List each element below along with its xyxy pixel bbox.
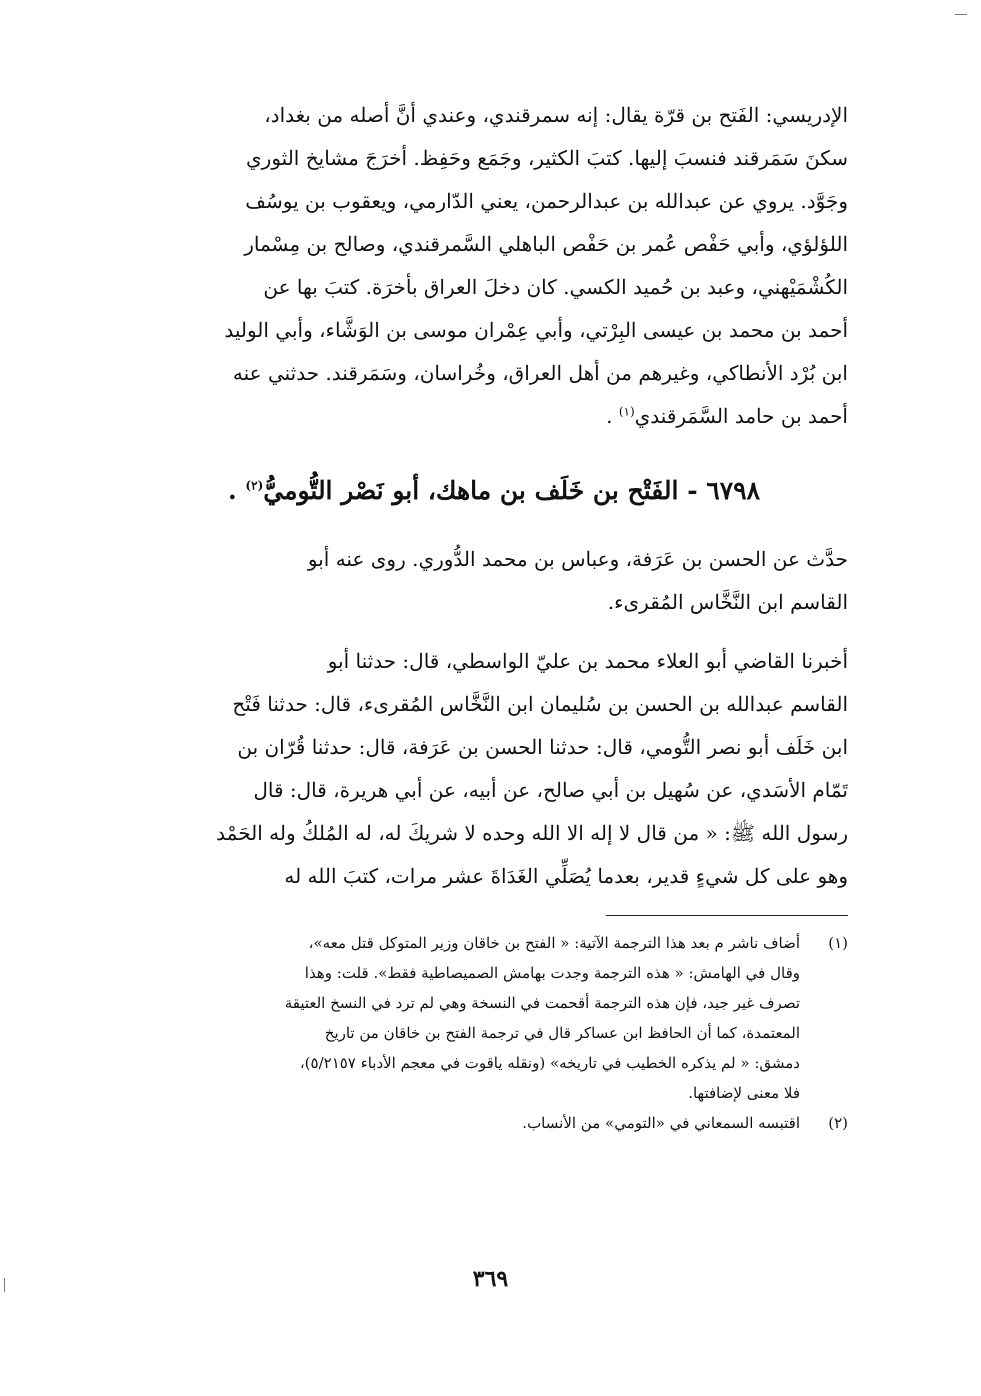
text-line: الكُشْمَيْهني، وعبد بن حُميد الكسي. كان دخلَ العراق بأخرَة. كتبَ بها عن — [263, 275, 848, 299]
footnote-text: تصرف غير جيد، فإن هذه الترجمة أقحمت في النسخة وهي لم ترد في النسخ العتيقة — [284, 994, 800, 1012]
footnote-marker[interactable]: (٢) — [245, 478, 264, 493]
text-line: أحمد بن حامد السَّمَرقندي$^{(١)}$ . — [606, 404, 848, 428]
text-line: اللؤلؤي، وأبي حَفْص عُمر بن حَفْص الباهلي السَّمرقندي، وصالح بن مِسْمار — [244, 232, 848, 256]
text-line: ابن خَلَف أبو نصر التُّومي، قال: حدثنا الحسن بن عَرَفة، قال: حدثنا قُرّان بن — [237, 735, 848, 759]
paragraph-biography-continued — [140, 94, 848, 438]
entry-heading: ٦٧٩٨ - الفَتْح بن خَلَف بن ماهك، أبو نَصْر التُّوميُّ$^{(٢)}$ . — [228, 476, 760, 505]
text-line: تَمّام الأسَدي، عن سُهيل بن أبي صالح، عن أبيه، عن أبي هريرة، قال: قال — [253, 778, 848, 802]
page-number: ٣٦٩ — [472, 1266, 509, 1292]
text-line: أحمد بن محمد بن عيسى البِرْتي، وأبي عِمْران موسى بن الوَشَّاء، وأبي الوليد — [224, 318, 848, 342]
footnote-text: دمشق: « لم يذكره الخطيب في تاريخه» (ونقله ياقوت في معجم الأدباء ٥/٢١٥٧)، — [299, 1054, 800, 1072]
footnote-divider — [606, 915, 848, 916]
entry-heading-text: ٦٧٩٨ - الفَتْح بن خَلَف بن ماهك، أبو نَصْر التُّوميُّ — [263, 476, 760, 505]
text-line: الإدريسي: الفَتح بن قرّة يقال: إنه سمرقندي، وعندي أنَّ أصله من بغداد، — [264, 103, 848, 127]
footnote-text: فلا معنى لإضافتها. — [688, 1084, 800, 1102]
text-line: القاسم عبدالله بن الحسن بن سُليمان ابن النَّخَّاس المُقرىء، قال: حدثنا فَتْح — [232, 692, 848, 716]
text-line: القاسم ابن النَّخَّاس المُقرىء. — [607, 590, 848, 614]
text-line: وجَوَّد. يروي عن عبدالله بن عبدالرحمن، يعني الدّارمي، ويعقوب بن يوسُف — [245, 189, 848, 213]
text-line: وهو على كل شيءٍ قدير، بعدما يُصَلِّي الغَدَاةَ عشر مرات، كتبَ الله له — [284, 864, 848, 888]
footnote-number: (١) — [828, 934, 848, 952]
scan-edge-mark — [955, 14, 967, 15]
footnote-text: أضاف ناشر م بعد هذا الترجمة الآتية: « الفتح بن خاقان وزير المتوكل قتل معه»، — [308, 934, 800, 952]
text-line: حدَّث عن الحسن بن عَرَفة، وعباس بن محمد الدُّوري. روى عنه أبو — [307, 547, 848, 571]
footnote-text: وقال في الهامش: « هذه الترجمة وجدت بهامش الصميصاطية فقط». قلت: وهذا — [304, 964, 800, 982]
footnotes — [140, 928, 848, 1138]
text-line: أخبرنا القاضي أبو العلاء محمد بن عليّ الواسطي، قال: حدثنا أبو — [327, 649, 848, 673]
paragraph-hadith-chain — [140, 640, 848, 898]
text-line: سكنَ سَمَرقند فنسبَ إليها. كتبَ الكثير، وجَمَع وحَفِظ. أخرَجَ مشايخ الثوري — [246, 146, 848, 170]
footnote-text: المعتمدة، كما أن الحافظ ابن عساكر قال في ترجمة الفتح بن خاقان من تاريخ — [324, 1024, 800, 1042]
footnote-1-line — [140, 928, 848, 958]
text-line: رسول الله ﷺ: « من قال لا إله الا الله وحده لا شريكَ له، له المُلكُ وله الحَمْد — [216, 821, 848, 845]
footnote-marker[interactable]: (١) — [618, 404, 635, 419]
paragraph-entry-summary — [140, 538, 848, 624]
text-line: ابن بُرْد الأنطاكي، وغيرهم من أهل العراق، وخُراسان، وسَمَرقند. حدثني عنه — [232, 361, 848, 385]
footnote-number: (٢) — [828, 1114, 848, 1132]
footnote-2-line — [140, 1108, 848, 1138]
text-line-content: أحمد بن حامد السَّمَرقندي — [634, 404, 848, 428]
footnote-text: اقتبسه السمعاني في «التومي» من الأنساب. — [522, 1114, 800, 1132]
